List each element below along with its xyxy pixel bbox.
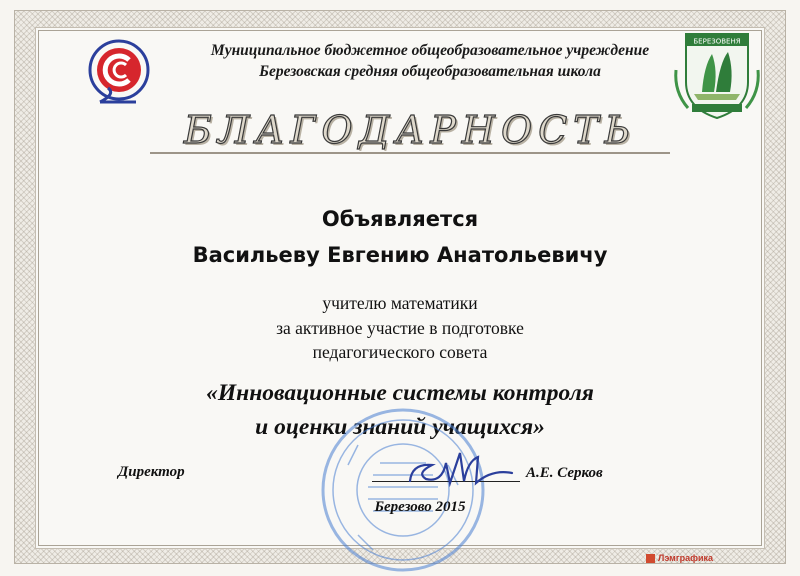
- organization-line-2: Березовская средняя общеобразовательная школа: [259, 63, 601, 80]
- event-title-line-1: «Инновационные системы контроля: [206, 380, 594, 406]
- event-title-line-2: и оценки знаний учащихся»: [255, 414, 545, 440]
- announcement-text: Объявляется: [321, 207, 479, 231]
- certificate-title: БЛАГОДАРНОСТЬ: [183, 108, 637, 152]
- director-name: А.Е. Серков: [526, 465, 603, 481]
- school-logo-icon: [86, 36, 152, 116]
- title-underline: [150, 146, 670, 154]
- recipient-name: Васильеву Евгению Анатольевичу: [192, 243, 608, 267]
- handwritten-signature-icon: [402, 443, 522, 493]
- reason-line-1: за активное участие в подготовке: [276, 318, 524, 338]
- recipient-position: учителю математики: [322, 293, 478, 313]
- organization-line-1: Муниципальное бюджетное общеобразовательное учреждение: [210, 42, 650, 59]
- director-label: Директор: [118, 464, 185, 480]
- crest-title: БЕРЕЗОВЕНЯ: [693, 37, 741, 46]
- reason-line-2: педагогического совета: [312, 342, 488, 362]
- printer-mark: Лэмграфика: [658, 553, 713, 563]
- printer-logo-icon: [646, 554, 655, 563]
- place-and-date: Березово 2015: [374, 499, 466, 515]
- organization-header: [170, 40, 690, 82]
